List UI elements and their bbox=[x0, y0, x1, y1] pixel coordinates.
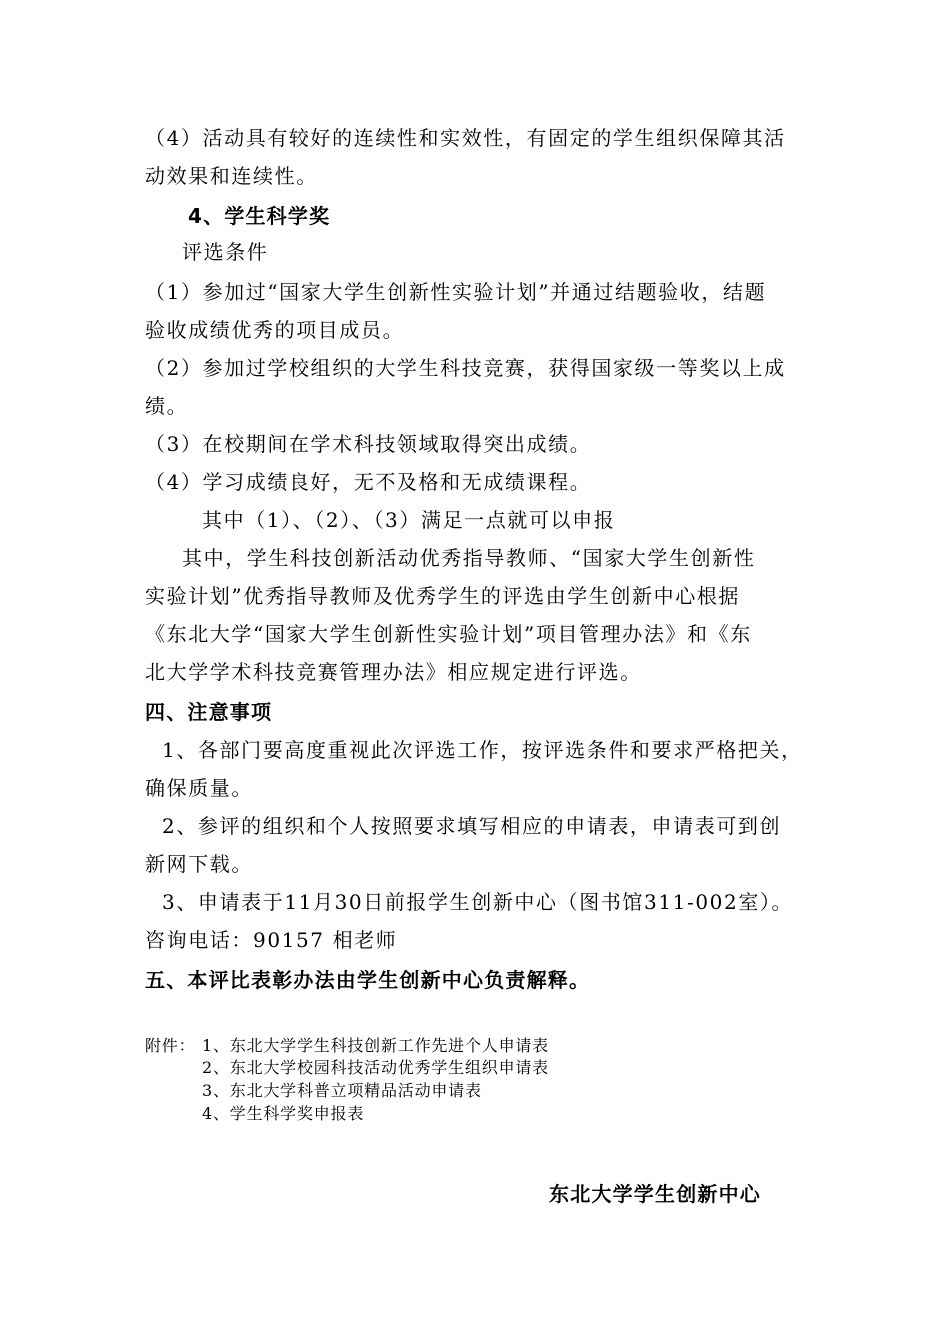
attachment-item: 2、东北大学校园科技活动优秀学生组织申请表 bbox=[202, 1058, 549, 1077]
signature: 东北大学学生创新中心 bbox=[549, 1182, 761, 1206]
criteria-item-line: （3）在校期间在学术科技领域取得突出成绩。 bbox=[145, 432, 592, 456]
notice-item-line: 新网下载。 bbox=[145, 852, 253, 876]
criteria-item-line: 绩。 bbox=[145, 394, 189, 418]
paragraph-line: 《东北大学“国家大学生创新性实验计划”项目管理办法》和《东 bbox=[145, 622, 752, 646]
paragraph-line: 动效果和连续性。 bbox=[145, 164, 318, 188]
section-heading: 4、学生科学奖 bbox=[188, 204, 331, 228]
paragraph-line: 实验计划”优秀指导教师及优秀学生的评选由学生创新中心根据 bbox=[145, 584, 741, 608]
notice-item-line: 3、申请表于11月30日前报学生创新中心（图书馆311-002室）。 bbox=[162, 890, 794, 914]
criteria-label: 评选条件 bbox=[182, 240, 269, 264]
notice-item-line: 确保质量。 bbox=[145, 776, 253, 800]
paragraph-line: 其中，学生科技创新活动优秀指导教师、“国家大学生创新性 bbox=[182, 546, 756, 570]
section-heading: 四、注意事项 bbox=[145, 700, 273, 724]
criteria-item-line: （4）学习成绩良好，无不及格和无成绩课程。 bbox=[145, 470, 592, 494]
section-heading: 五、本评比表彰办法由学生创新中心负责解释。 bbox=[145, 968, 591, 992]
contact-line: 咨询电话：90157 相老师 bbox=[145, 928, 398, 952]
notice-item-line: 1、各部门要高度重视此次评选工作，按评选条件和要求严格把关， bbox=[162, 738, 803, 762]
criteria-item-line: （1）参加过“国家大学生创新性实验计划”并通过结题验收，结题 bbox=[145, 280, 767, 304]
attachment-item: 3、东北大学科普立项精品活动申请表 bbox=[202, 1081, 482, 1100]
criteria-item-line: （2）参加过学校组织的大学生科技竞赛，获得国家级一等奖以上成 bbox=[145, 356, 786, 380]
criteria-item-line: 验收成绩优秀的项目成员。 bbox=[145, 318, 405, 342]
attachment-item: 4、学生科学奖申报表 bbox=[202, 1104, 365, 1123]
criteria-note: 其中（1）、（2）、（3）满足一点就可以申报 bbox=[202, 508, 616, 532]
attachment-item: 1、东北大学学生科技创新工作先进个人申请表 bbox=[202, 1036, 549, 1055]
paragraph-line: 北大学学术科技竞赛管理办法》相应规定进行评选。 bbox=[145, 660, 642, 684]
notice-item-line: 2、参评的组织和个人按照要求填写相应的申请表，申请表可到创 bbox=[162, 814, 782, 838]
paragraph-line: （4）活动具有较好的连续性和实效性，有固定的学生组织保障其活 bbox=[145, 126, 786, 150]
attachments-label: 附件： bbox=[145, 1036, 196, 1055]
